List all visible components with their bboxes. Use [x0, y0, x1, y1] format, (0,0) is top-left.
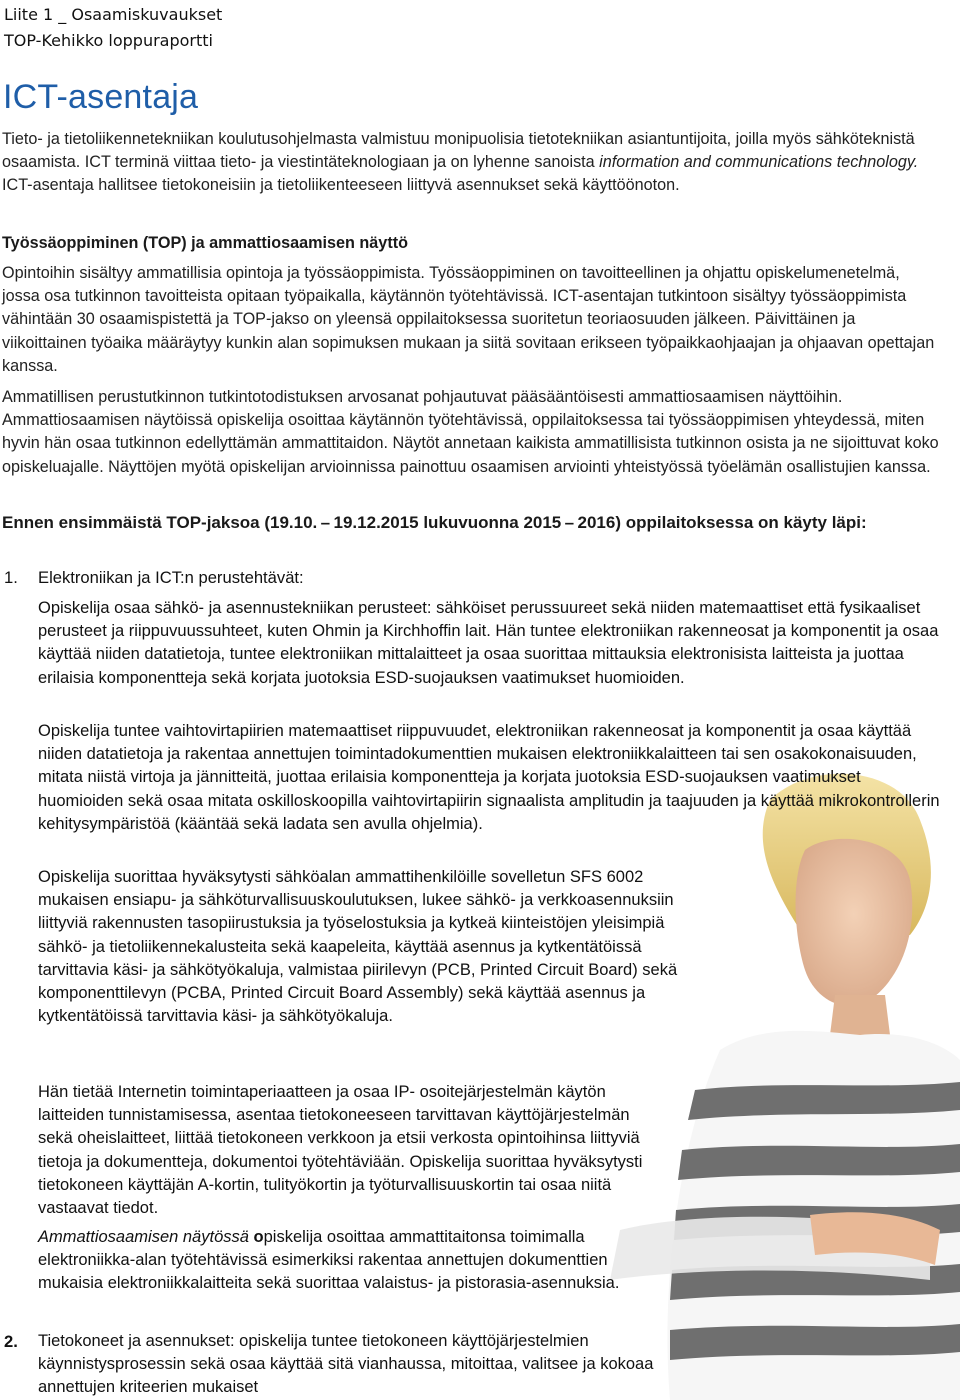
intro-text-1: Tieto- ja tietoliikennetekniikan koulutusohjelmasta valmistuu monipuolisia tietotekniikan asiantuntijoita, joilla myös sähköteknistä osaamista. ICT terminä viittaa tieto- ja viestintäteknologiaan ja on lyhenne sanoista: [2, 130, 915, 172]
header-line-2: TOP-Kehikko loppuraportti: [4, 31, 213, 50]
student-photo: [600, 760, 960, 1400]
demo-rest: piskelija osoittaa ammattitaitonsa toimimalla elektroniikka-alan työtehtävissä esimerkiksi rakentaa annettujen dokumenttien mukaisia elektroniikkalaitteita sekä suorittaa valaistus- ja pistorasia-asennuksia.: [38, 1228, 620, 1293]
demo-italic: Ammattiosaamisen näytössä: [38, 1228, 249, 1246]
intro-italic: information and communications technology.: [599, 153, 919, 172]
item-1-paragraph-3: Opiskelija suorittaa hyväksytysti sähköalan ammattihenkilöille sovelletun SFS 6002 mukaisen ensiapu- ja sähköturvallisuuskoulutuksen, lukee sähkö- ja verkkoasennuksiin liittyviä rakennusten tasopiirustuksia ja työselostuksia ja kytkeä kiinteistöjen yleisimpiä sähkö- ja tietoliikennekalusteita sekä kaapeleita, käyttää asennus ja kytkentätöissä tarvittavia käsi- ja sähkötyökaluja, valmistaa piirilevyn (PCB, Printed Circuit Board) sekä komponenttilevyn (PCBA, Printed Circuit Board Assembly) sekä käyttää asennus ja kytkentätöissä tarvittavia käsi- ja sähkötyökaluja.: [38, 868, 678, 1026]
item-1-paragraph-1: Opiskelija osaa sähkö- ja asennustekniikan perusteet: sähköiset perussuureet sekä niiden matemaattiset että fysikaaliset perusteet ja riippuvuussuhteet, kuten Ohmin ja Kirchhoffin lait. Hän tuntee elektroniikan rakenneosat ja komponentit ja osaa käyttää niiden datatietoja, tuntee elektroniikan mittalaitteet ja osaa suorittaa mittauksia elektronisista laitteista ja juottaa erilaisia komponentteja sekä korjata juotoksia ESD-suojauksen vaatimukset huomioiden.: [38, 599, 939, 687]
list-item-1-number: 1.: [4, 568, 18, 587]
intro-paragraph: [2, 128, 940, 198]
page-title: ICT-asentaja: [3, 78, 199, 116]
top-paragraph-2: Ammatillisen perustutkinnon tutkintotodistuksen arvosanat pohjautuvat pääsääntöisesti ammattiosaamisen näyttöihin. Ammattiosaamisen näytöissä opiskelija osoittaa käytännön työtehtävissä, oppilaitoksessa tai työssäoppimisen yhteydessä, miten hyvin hän osaa tutkinnon edellyttämän ammattitaidon. Näytöt annetaan kaikista ammatillisista tutkinnon osista ja ne sijoittuvat koko opiskeluajalle. Näyttöjen myötä opiskelijan arvioinnissa painottuu osaamisen arviointi yhteistyössä työelämän osallistujien kanssa.: [2, 388, 939, 476]
item-1-paragraph-2: Opiskelija tuntee vaihtovirtapiirien matemaattiset riippuvuudet, elektroniikan rakenneosat ja komponentit ja osaa käyttää niiden datatietoja ja rakentaa annettujen toimintadokumenttien mukaisen elektroniikkalaitteen tai sen osakokonaisuuden, mitata niistä virtoja ja jännitteitä, juottaa erilaisia komponenttеja ja korjata juotoksia ESD-suojauksen vaatimukset huomioiden sekä osaa mitata oskilloskoopilla vaihtovirtapiirin signaalista amplitudin ja taajuuden ja käyttää mikrokontrollerin kehitysympäristöä (kääntää sekä ladata sen avulla ohjelmia).: [38, 722, 940, 833]
page-header: [4, 2, 222, 54]
intro-text-2: ICT-asentaja hallitsee tietokoneisiin ja tietoliikenteeseen liittyvä asennukset sekä käyttöönoton.: [2, 176, 680, 195]
list-item-2-number: 2.: [4, 1332, 18, 1351]
top-paragraph-1: Opintoihin sisältyy ammatillisia opintoja ja työssäoppimista. Työssäoppiminen on tavoitteellinen ja ohjattu opiskelumenetelmä, jossa osa tutkinnon tavoitteista opitaan työpaikalla, käytännön työtehtävissä. ICT-asentajan tutkintoon sisältyy työssäoppimista vähintään 30 osaamispistettä ja TOP-jakso on yleensä oppilaitoksessa suoritetun teoriaosuuden jälkeen. Päivittäinen ja viikoittainen työaika määräytyy kunkin alan sopimuksen mukaan ja siitä sovitaan erikseen työpaikkaohjaajan ja ohjaavan opettajan kanssa.: [2, 264, 935, 375]
item-2-text: Tietokoneet ja asennukset: opiskelija tuntee tietokoneen käyttöjärjestelmien käynnistysprosessin sekä osaa käyttää sitä vianhaussa, mitoittaa, valitsee ja kokoaa annettujen kriteerien mukaiset: [38, 1332, 654, 1397]
item-1-demonstration: [38, 1226, 668, 1296]
header-line-1: Liite 1 _ Osaamiskuvaukset: [4, 5, 223, 24]
demo-bold: o: [248, 1228, 264, 1246]
item-1-paragraph-4: Hän tietää Internetin toimintaperiaatteen ja osaa IP- osoitejärjestelmän käytön laitteiden tunnistamisessa, asentaa tietokoneeseen tarvittavan käyttöjärjestelmän sekä oheislaitteet, liittää tietokoneen verkkoon ja etsii verkosta opintoihinsa liittyviä tietoja ja dokumentteja, dokumentoi työtehtäviään. Opiskelija suorittaa hyväksytysti tietokoneen käyttäjän A-kortin, tulityökortin ja työturvallisuuskortin tai osaa niitä vastaavat tiedot.: [38, 1083, 643, 1218]
list-item-1-title: Elektroniikan ja ICT:n perustehtävät:: [38, 568, 304, 587]
section-heading-top: Työssäoppiminen (TOP) ja ammattiosaamisen näyttö: [2, 234, 408, 252]
before-heading: Ennen ensimmäistä TOP-jaksoa (19.10. – 19.12.2015 lukuvuonna 2015 – 2016) oppilaitoksessa on käyty läpi:: [2, 513, 867, 532]
